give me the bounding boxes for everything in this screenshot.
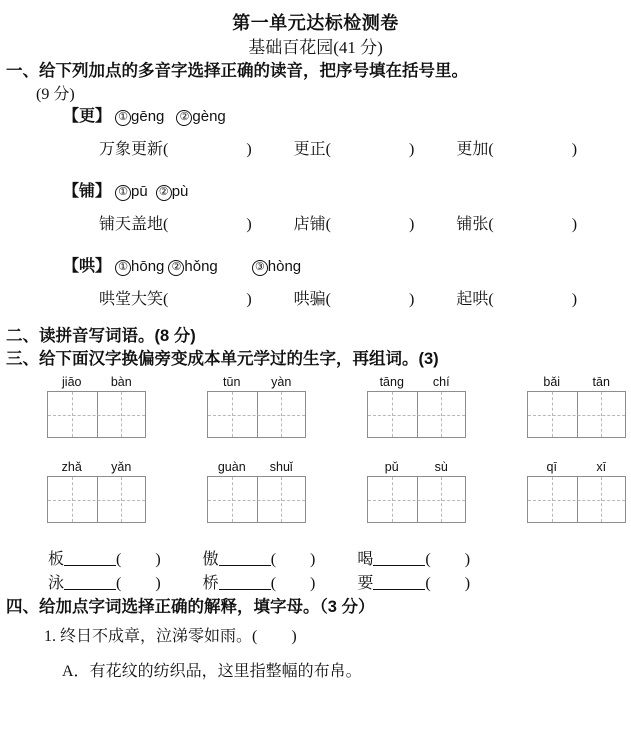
radical-char: 喝	[357, 551, 374, 568]
tianzige-box[interactable]	[47, 476, 146, 523]
option-marker[interactable]: ②	[176, 110, 192, 126]
polyphone-words: 哄堂大笑( ) 哄骗( ) 起哄( )	[63, 289, 631, 311]
section-three-score: (3)	[418, 350, 439, 368]
word-blank[interactable]: 更加(	[456, 141, 494, 158]
pinyin-syllable: bàn	[110, 375, 132, 389]
radical-row: 板 ( ) 傲 ( ) 喝 ( )	[0, 548, 631, 572]
tianzige-cell[interactable]	[257, 392, 306, 437]
tianzige-box[interactable]	[527, 476, 626, 523]
radical-row: 泳 ( ) 桥 ( ) 要 ( )	[0, 572, 631, 596]
tianzige-box[interactable]	[527, 391, 626, 438]
word-blank[interactable]: 哄堂大笑(	[99, 291, 169, 308]
tianzige-cell[interactable]	[368, 392, 417, 437]
tianzige-cell[interactable]	[577, 392, 626, 437]
pinyin-labels	[207, 460, 306, 476]
word-blank[interactable]: 铺张(	[456, 216, 494, 233]
pinyin-grid-unit[interactable]	[47, 375, 146, 438]
pinyin-syllable: tāng	[379, 375, 404, 389]
option-text: 有花纹的纺织品，这里指整幅的布帛。	[89, 663, 362, 680]
section-heading-four	[0, 596, 631, 619]
polyphone-group-hong	[0, 256, 631, 311]
polyphone-head	[63, 256, 631, 278]
tianzige-cell[interactable]	[368, 477, 417, 522]
tianzige-cell[interactable]	[97, 392, 146, 437]
tianzige-box[interactable]	[207, 476, 306, 523]
pinyin-labels	[527, 460, 626, 476]
pinyin-grid-row	[0, 460, 631, 534]
radical-char: 傲	[202, 551, 219, 568]
pinyin-grid-row	[0, 375, 631, 449]
pinyin-syllable: zhǎ	[61, 460, 82, 474]
polyphone-char: 【更】	[63, 108, 112, 125]
pinyin-syllable: pǔ	[384, 460, 399, 474]
question-item	[0, 625, 631, 648]
question-option[interactable]	[0, 660, 631, 683]
section-three-text: 给下面汉字换偏旁变成本单元学过的生字，再组词。	[39, 350, 419, 368]
section-four-score: （3 分）	[319, 598, 375, 616]
word-blank[interactable]: 店铺(	[293, 216, 332, 233]
tianzige-box[interactable]	[47, 391, 146, 438]
page-subtitle: 基础百花园(41 分)	[248, 38, 383, 57]
polyphone-group-geng	[0, 106, 631, 161]
pinyin-labels	[367, 375, 466, 391]
pinyin-grid-unit[interactable]	[47, 460, 146, 523]
answer-line[interactable]	[373, 574, 425, 590]
pinyin-grid-unit[interactable]	[367, 375, 466, 438]
pinyin-syllable: tūn	[223, 375, 241, 389]
page-title: 第一单元达标检测卷	[232, 13, 399, 33]
section-three-label: 三、	[6, 350, 39, 368]
pinyin-grid-unit[interactable]	[207, 460, 306, 523]
pinyin-syllable: yàn	[271, 375, 292, 389]
option-marker[interactable]: ②	[156, 185, 172, 201]
pinyin-syllable: jiāo	[62, 375, 82, 389]
option-letter: A．	[62, 663, 90, 680]
question-text[interactable]: 终日不成章，泣涕零如雨。(	[60, 628, 258, 645]
pinyin-labels	[527, 375, 626, 391]
radical-char: 泳	[48, 575, 65, 592]
polyphone-char: 【哄】	[63, 258, 112, 275]
pinyin-syllable: bǎi	[543, 375, 561, 389]
pinyin-syllable: tān	[592, 375, 610, 389]
answer-line[interactable]	[64, 550, 116, 566]
tianzige-cell[interactable]	[257, 477, 306, 522]
radical-char: 板	[48, 551, 65, 568]
answer-line[interactable]	[64, 574, 116, 590]
pinyin-grid-unit[interactable]	[207, 375, 306, 438]
tianzige-cell[interactable]	[528, 477, 577, 522]
polyphone-head	[63, 181, 631, 203]
tianzige-box[interactable]	[367, 391, 466, 438]
answer-line[interactable]	[373, 550, 425, 566]
pinyin-syllable: guàn	[217, 460, 246, 474]
tianzige-cell[interactable]	[48, 477, 97, 522]
word-blank[interactable]: 更正(	[293, 141, 332, 158]
word-blank[interactable]: 起哄(	[456, 291, 494, 308]
polyphone-group-pu	[0, 181, 631, 236]
pinyin-grid-unit[interactable]	[527, 375, 626, 438]
section-four-label: 四、	[6, 598, 39, 616]
pinyin-syllable: yǎn	[111, 460, 132, 474]
pinyin-labels	[367, 460, 466, 476]
section-one-label: 一、	[6, 62, 39, 80]
question-close-paren: )	[291, 628, 297, 645]
section-two-text: 读拼音写词语。	[39, 327, 155, 345]
pinyin-grid-unit[interactable]	[367, 460, 466, 523]
option-marker[interactable]: ①	[115, 260, 131, 276]
word-blank[interactable]: 哄骗(	[293, 291, 332, 308]
answer-line[interactable]	[219, 550, 271, 566]
section-two-score: (8 分)	[154, 327, 196, 345]
section-one-text: 给下列加点的多音字选择正确的读音，把序号填在括号里。	[39, 62, 468, 80]
polyphone-head	[63, 106, 631, 128]
section-two-label: 二、	[6, 327, 39, 345]
tianzige-cell[interactable]	[577, 477, 626, 522]
pinyin-syllable: qī	[546, 460, 557, 474]
section-heading-three	[0, 348, 631, 371]
pinyin-syllable: chí	[432, 375, 450, 389]
pinyin-syllable: shuǐ	[269, 460, 293, 474]
pinyin-syllable: xī	[596, 460, 607, 474]
tianzige-cell[interactable]	[208, 477, 257, 522]
pinyin-grid-unit[interactable]	[527, 460, 626, 523]
option-pinyin: hòng	[267, 258, 302, 275]
option-pinyin: pū	[131, 183, 148, 200]
tianzige-cell[interactable]	[97, 477, 146, 522]
word-blank[interactable]: 万象更新(	[99, 141, 169, 158]
option-pinyin: hǒng	[184, 258, 218, 275]
option-marker[interactable]: ②	[168, 260, 184, 276]
option-pinyin: gēng	[131, 108, 165, 125]
option-pinyin: pù	[171, 183, 189, 200]
tianzige-box[interactable]	[207, 391, 306, 438]
radical-char: 桥	[202, 575, 219, 592]
section-heading-two	[0, 325, 631, 348]
pinyin-labels	[47, 460, 146, 476]
section-one-score: (9 分)	[36, 86, 75, 103]
polyphone-char: 【铺】	[63, 183, 112, 200]
tianzige-cell[interactable]	[48, 392, 97, 437]
tianzige-cell[interactable]	[528, 392, 577, 437]
pinyin-labels	[207, 375, 306, 391]
word-blank[interactable]: 铺天盖地(	[99, 216, 169, 233]
polyphone-words: 万象更新( ) 更正( ) 更加( )	[63, 139, 631, 161]
section-heading-one	[0, 60, 631, 106]
pinyin-labels	[47, 375, 146, 391]
section-four-text: 给加点字词选择正确的解释，填字母。	[39, 598, 320, 616]
option-marker[interactable]: ①	[115, 185, 131, 201]
option-pinyin: gèng	[192, 108, 226, 125]
radical-char: 要	[357, 575, 374, 592]
pinyin-syllable: sù	[434, 460, 448, 474]
option-marker[interactable]: ①	[115, 110, 131, 126]
answer-line[interactable]	[219, 574, 271, 590]
tianzige-cell[interactable]	[208, 392, 257, 437]
tianzige-cell[interactable]	[417, 392, 466, 437]
tianzige-cell[interactable]	[417, 477, 466, 522]
tianzige-box[interactable]	[367, 476, 466, 523]
option-pinyin: hōng	[131, 258, 165, 275]
question-number: 1.	[44, 628, 56, 645]
option-marker[interactable]: ③	[252, 260, 268, 276]
polyphone-words: 铺天盖地( ) 店铺( ) 铺张( )	[63, 214, 631, 236]
